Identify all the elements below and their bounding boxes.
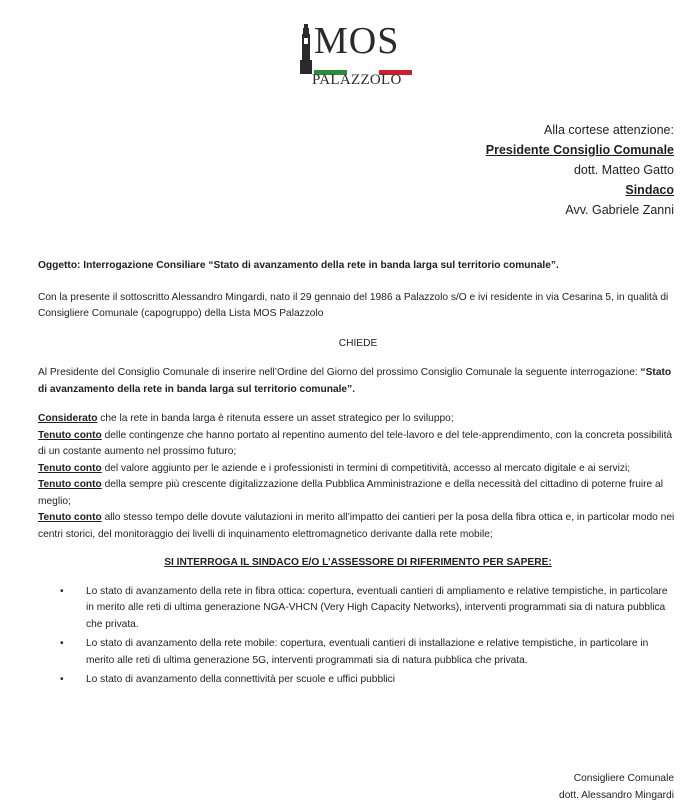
mos-logo bbox=[296, 20, 436, 88]
chiede-heading: CHIEDE bbox=[338, 337, 378, 349]
logo-title: MOS bbox=[314, 20, 400, 62]
tower-icon bbox=[298, 24, 314, 74]
request-paragraph bbox=[38, 365, 678, 398]
bullet-icon: • bbox=[60, 585, 64, 597]
logo-subtitle: PALAZZOLO bbox=[312, 72, 402, 88]
logo-stripe bbox=[314, 62, 412, 67]
list-item bbox=[38, 672, 678, 689]
consideration-item bbox=[38, 510, 678, 543]
recipient-name-president: dott. Matteo Gatto bbox=[573, 163, 674, 177]
signature-name: dott. Alessandro Mingardi bbox=[559, 790, 674, 801]
consideration-lead: Tenuto conto bbox=[38, 512, 102, 523]
consideration-lead: Tenuto conto bbox=[38, 462, 102, 474]
consideration-lead: Considerato bbox=[38, 413, 98, 424]
list-item bbox=[38, 584, 678, 634]
consideration-text: del valore aggiunto per le aziende e i professionisti in termini di competitività, accesso al mercato digitale e ai servizi; bbox=[101, 462, 631, 474]
recipient-role-mayor: Sindaco bbox=[625, 183, 674, 197]
recipient-role-president: Presidente Consiglio Comunale bbox=[485, 143, 674, 157]
interroga-heading: SI INTERROGA IL SINDACO E/O L’ASSESSORE DI RIFERIMENTO PER SAPERE: bbox=[164, 557, 552, 568]
recipients-block bbox=[486, 120, 674, 220]
intro-paragraph: Con la presente il sottoscritto Alessandro Mingardi, nato il 29 gennaio del 1986 a Palazzolo s/O e ivi residente in via Cesarina 5, in qualità di Consigliere Comunale (capogruppo) della Lista MOS Palazzolo bbox=[38, 291, 669, 319]
document-body bbox=[38, 258, 678, 692]
list-item bbox=[38, 636, 678, 669]
consideration-lead: Tenuto conto bbox=[38, 479, 102, 490]
consideration-item bbox=[38, 411, 678, 428]
request-title: “Stato di avanzamento della rete in banda larga sul territorio comunale”. bbox=[38, 367, 672, 395]
consideration-item bbox=[38, 461, 678, 478]
attention-line: Alla cortese attenzione: bbox=[544, 123, 674, 137]
consideration-lead: Tenuto conto bbox=[38, 429, 102, 441]
questions-list bbox=[38, 584, 678, 689]
signature-block bbox=[559, 770, 674, 804]
request-text: Al Presidente del Consiglio Comunale di inserire nell’Ordine del Giorno del prossimo Consiglio Comunale la seguente interrogazione: bbox=[38, 367, 641, 378]
consideration-text: della sempre più crescente digitalizzazione della Pubblica Amministrazione e della necessità del cittadino di poterne fruire al meglio; bbox=[38, 479, 663, 507]
considerations-list bbox=[38, 411, 678, 543]
consideration-text: che la rete in banda larga è ritenuta essere un asset strategico per lo sviluppo; bbox=[97, 413, 454, 424]
consideration-text: allo stesso tempo delle dovute valutazioni in merito all’impatto dei cantieri per la posa della fibra ottica e, in particolar modo nei centri storici, del monitoraggio dei livelli di inquinamento elettromagnetico derivante dalla rete mobile; bbox=[38, 512, 675, 540]
consideration-item bbox=[38, 428, 678, 461]
question-text: Lo stato di avanzamento della rete mobile: copertura, eventuali cantieri di installazione e relative tempistiche, in particolare in merito alle reti di ultima generazione 5G, interventi programmati sia di natura pubblica che privata. bbox=[86, 638, 649, 666]
question-text: Lo stato di avanzamento della rete in fibra ottica: copertura, eventuali cantieri di ampliamento e relative tempistiche, in particolare in merito alle reti di ultima generazione NGA-VHCN (Very High Capacity Networks), interventi programmati sia di natura pubblica che privata. bbox=[86, 585, 668, 630]
consideration-item bbox=[38, 477, 678, 510]
bullet-icon: • bbox=[60, 674, 64, 685]
recipient-name-mayor: Avv. Gabriele Zanni bbox=[565, 203, 674, 217]
subject-line: Oggetto: Interrogazione Consiliare “Stato di avanzamento della rete in banda larga sul territorio comunale”. bbox=[38, 260, 559, 271]
question-text: Lo stato di avanzamento della connettività per scuole e uffici pubblici bbox=[86, 674, 396, 685]
signature-title: Consigliere Comunale bbox=[573, 773, 674, 784]
consideration-text: delle contingenze che hanno portato al repentino aumento del tele-lavoro e del tele-apprendimento, con la concreta possibilità di un costante aumento nel prossimo futuro; bbox=[38, 429, 673, 457]
bullet-icon: • bbox=[60, 638, 64, 649]
